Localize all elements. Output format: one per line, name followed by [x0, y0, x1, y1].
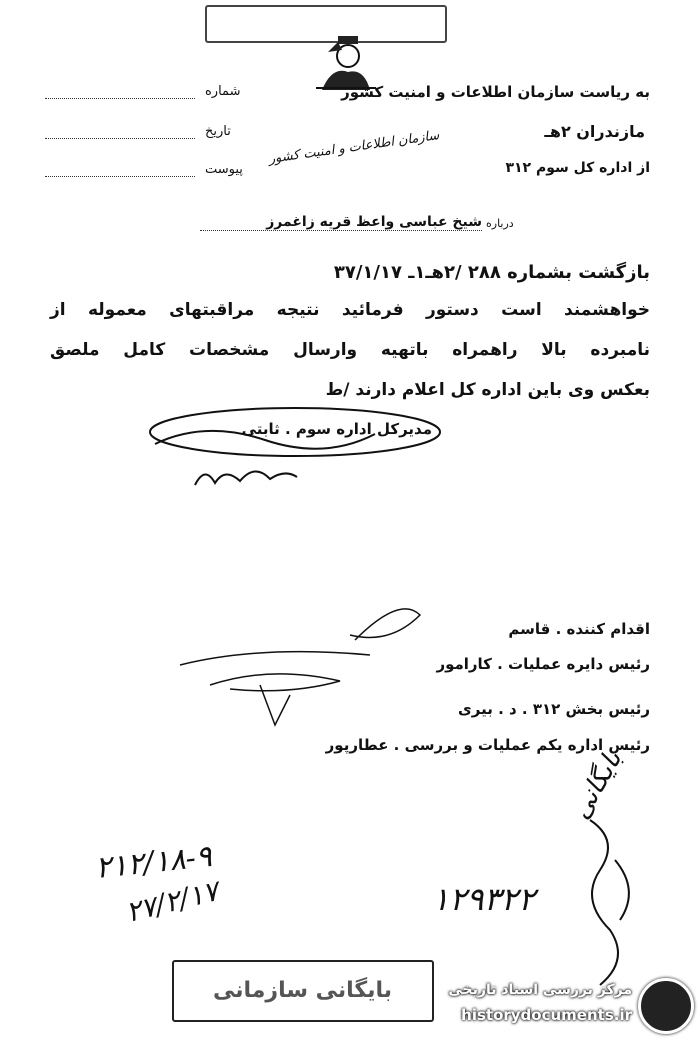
routing-line-2: رئیس دایره عملیات . کارامور — [436, 655, 650, 673]
body-line-2: نامبرده بالا راهمراه باتهیه وارسال مشخصات کامل ملصق — [50, 340, 650, 360]
routing-line-3: رئیس بخش ۳۱۲ . د . بیری — [458, 700, 650, 718]
date-field — [45, 138, 195, 139]
handwritten-signature — [185, 455, 305, 495]
from-line: از اداره کل سوم ۳۱۲ — [505, 160, 650, 176]
watermark-logo-icon — [638, 978, 694, 1034]
routing-line-1: اقدام کننده . قاسم — [508, 620, 650, 638]
watermark-title: مرکز بررسی اسناد تاریخی — [448, 982, 632, 998]
body-line-3: بعکس وی باین اداره کل اعلام دارند /ط — [325, 380, 650, 400]
routing-initials-scribble — [140, 585, 440, 745]
reference-line: بازگشت بشماره ۲۸۸ /۲هـ۱ـ ۳۷/۱/۱۷ — [333, 262, 650, 283]
number-field — [45, 98, 195, 99]
watermark-url: historydocuments.ir — [461, 1006, 632, 1024]
handwritten-code: ۱۲۹۳۲۲ — [432, 880, 536, 918]
region-line: مازندران ۲هـ — [544, 122, 645, 141]
subject-label: درباره — [486, 217, 514, 230]
body-line-1: خواهشمند است دستور فرمائید نتیجه مراقبتهای معموله از — [50, 300, 650, 320]
number-label: شماره — [205, 84, 241, 99]
bottom-stamp-text: بایگانی سازمانی — [213, 978, 392, 1003]
attachment-field — [45, 176, 195, 177]
margin-scribble — [560, 800, 650, 990]
director-signature-title: مدیرکل اداره سوم . ثابتی — [241, 420, 432, 438]
date-label: تاریخ — [205, 124, 231, 139]
handwritten-date-1: ۲۱۲/۱۸-۹ — [93, 838, 214, 887]
subject-text: شیخ عباسی واعظ قریه زاغمرز — [200, 214, 482, 231]
handwritten-date-2: ۲۷/۲/۱۷ — [122, 874, 222, 929]
attachment-label: پیوست — [205, 162, 243, 177]
classification-stamp: سازمان اطلاعات و امنیت کشور — [267, 128, 441, 167]
routing-line-4: رئیس اداره یکم عملیات و بررسی . عطارپور — [325, 736, 650, 754]
to-line: به ریاست سازمان اطلاعات و امنیت کشور — [341, 83, 650, 101]
handwritten-side-note: بایگانی — [565, 745, 629, 825]
